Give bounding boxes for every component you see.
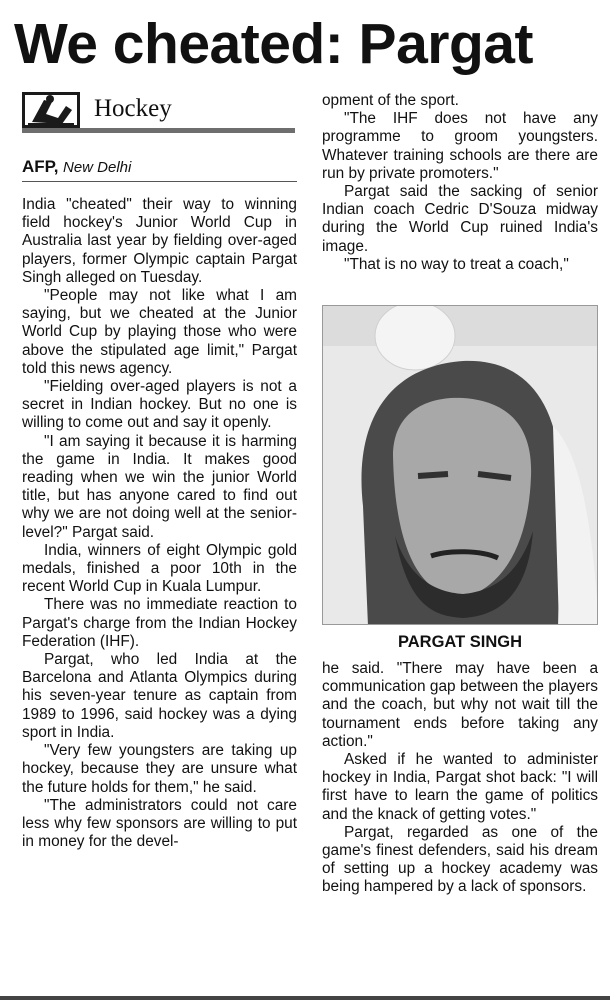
hockey-player-icon bbox=[22, 92, 80, 128]
article-column-1 bbox=[22, 196, 297, 851]
paragraph: "I am saying it because it is harming the game in India. It makes good reading when we win the junior World title, but has anyone cared to find out why we are not doing well at the senior-level?" Pargat said. bbox=[22, 432, 297, 541]
paragraph: "Very few youngsters are taking up hockey, because they are unsure what the future holds for them," he said. bbox=[22, 742, 297, 796]
byline-place: New Delhi bbox=[63, 159, 132, 176]
section-rule bbox=[22, 128, 295, 133]
paragraph: India "cheated" their way to winning field hockey's Junior World Cup in Australia last year by fielding over-aged players, former Olympic captain Pargat Singh alleged on Tuesday. bbox=[22, 196, 297, 286]
paragraph: Asked if he wanted to administer hockey in India, Pargat shot back: "I will first have to learn the game of politics and the knack of getting votes." bbox=[322, 751, 598, 823]
article-column-2-top bbox=[322, 92, 598, 274]
section-header bbox=[22, 90, 295, 134]
paragraph: "That is no way to treat a coach," bbox=[344, 255, 569, 273]
byline-agency: AFP, bbox=[22, 157, 59, 176]
paragraph: Pargat, regarded as one of the game's finest defenders, said his dream of setting up a hockey academy was being hampered by a lack of sponsors. bbox=[322, 823, 598, 896]
byline-rule bbox=[22, 181, 297, 182]
paragraph: he said. "There may have been a communication gap between the players and the coach, but why not wait till the tournament ends before taking any action." bbox=[322, 660, 598, 750]
bottom-rule bbox=[0, 996, 610, 1000]
byline bbox=[22, 157, 297, 178]
paragraph: opment of the sport. bbox=[322, 92, 459, 109]
paragraph: There was no immediate reaction to Pargat's charge from the Indian Hockey Federation (IHF). bbox=[22, 596, 297, 650]
paragraph: "The IHF does not have any programme to groom youngsters. Whatever training schools are there are run by private promoters." bbox=[322, 110, 598, 182]
photo-caption: PARGAT SINGH bbox=[397, 633, 523, 651]
article-column-2-bottom bbox=[322, 660, 598, 897]
paragraph: "Fielding over-aged players is not a secret in Indian hockey. But no one is willing to come out and say it openly. bbox=[22, 378, 297, 432]
headline: We cheated: Pargat bbox=[14, 12, 533, 76]
paragraph: "People may not like what I am saying, but we cheated at the Junior World Cup by playing those who were above the stipulated age limit," Pargat told this news agency. bbox=[22, 287, 297, 377]
portrait-photo bbox=[322, 305, 598, 625]
paragraph: India, winners of eight Olympic gold medals, finished a poor 10th in the recent World Cup in Kuala Lumpur. bbox=[22, 541, 297, 596]
portrait-image bbox=[323, 306, 598, 625]
paragraph: "The administrators could not care less why few sponsors are willing to put in money for the devel- bbox=[22, 796, 297, 851]
paragraph: Pargat, who led India at the Barcelona and Atlanta Olympics during his seven-year tenure as captain from 1989 to 1996, said hockey was a dying sport in India. bbox=[22, 651, 297, 741]
section-label: Hockey bbox=[94, 95, 172, 122]
paragraph: Pargat said the sacking of senior Indian coach Cedric D'Souza midway during the World Cup ruined India's image. bbox=[322, 183, 598, 255]
